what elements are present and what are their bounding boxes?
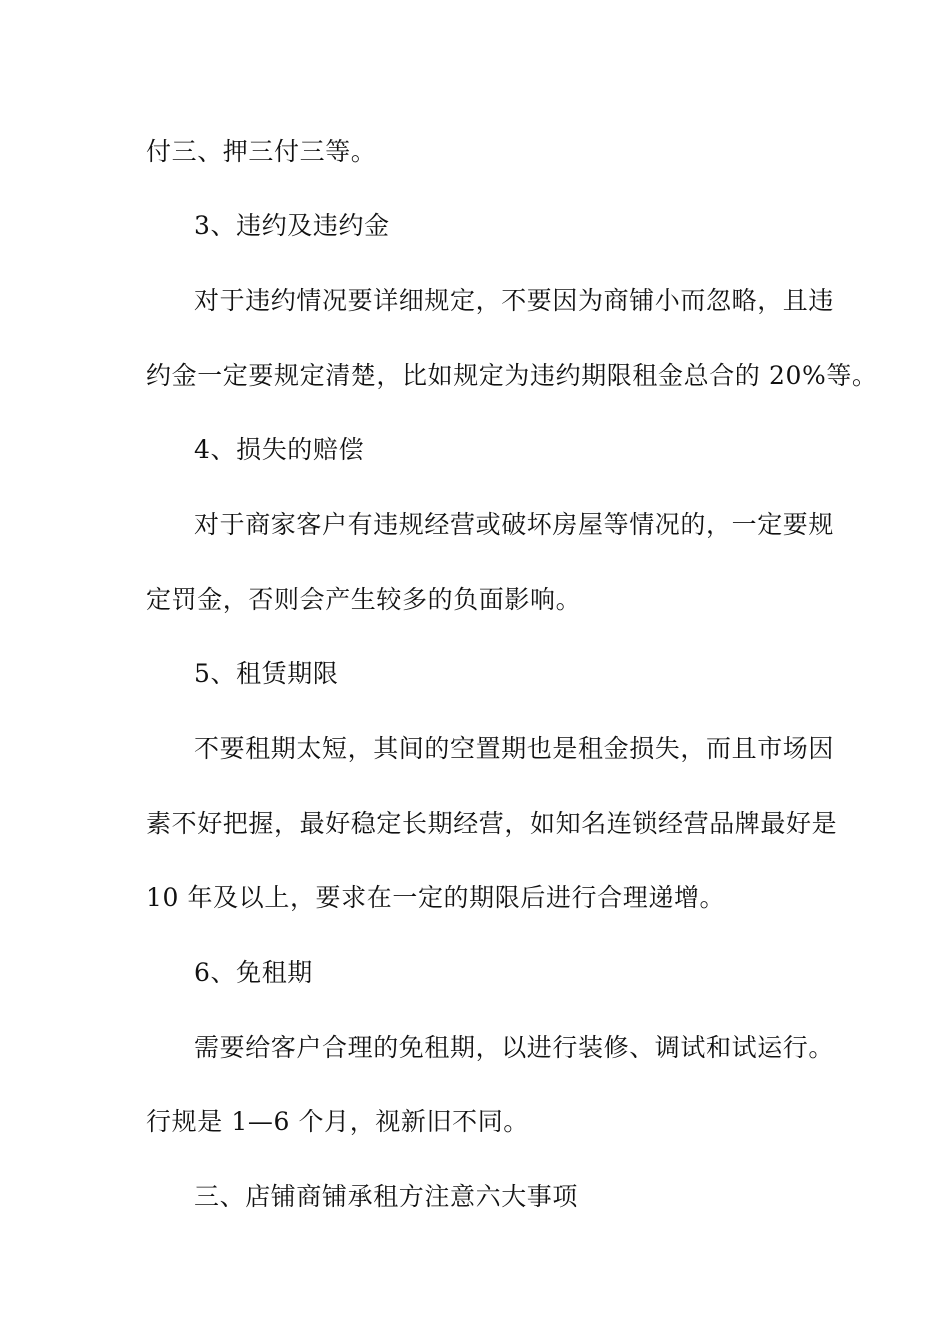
paragraph-line: 行规是 1—6 个月，视新旧不同。 bbox=[146, 1107, 529, 1136]
paragraph-line: 需要给客户合理的免租期，以进行装修、调试和试运行。 bbox=[194, 1033, 835, 1062]
major-section-heading: 三、店铺商铺承租方注意六大事项 bbox=[194, 1182, 579, 1211]
section-heading-breach: 3、违约及违约金 bbox=[194, 211, 390, 240]
section-heading-loss: 4、损失的赔偿 bbox=[194, 435, 365, 464]
section-heading-term: 5、租赁期限 bbox=[194, 659, 339, 688]
paragraph-line: 素不好把握，最好稳定长期经营，如知名连锁经营品牌最好是 bbox=[146, 809, 838, 838]
paragraph-continuation-line: 付三、押三付三等。 bbox=[146, 137, 377, 166]
paragraph-line: 对于违约情况要详细规定，不要因为商铺小而忽略，且违 bbox=[194, 286, 835, 315]
paragraph-line: 不要租期太短，其间的空置期也是租金损失，而且市场因 bbox=[194, 734, 835, 763]
paragraph-line: 定罚金，否则会产生较多的负面影响。 bbox=[146, 585, 582, 614]
paragraph-line: 10 年及以上，要求在一定的期限后进行合理递增。 bbox=[146, 883, 726, 912]
section-heading-rent-free: 6、免租期 bbox=[194, 958, 313, 987]
paragraph-line: 对于商家客户有违规经营或破坏房屋等情况的，一定要规 bbox=[194, 510, 835, 539]
paragraph-line: 约金一定要规定清楚，比如规定为违约期限租金总合的 20%等。 bbox=[146, 361, 878, 390]
